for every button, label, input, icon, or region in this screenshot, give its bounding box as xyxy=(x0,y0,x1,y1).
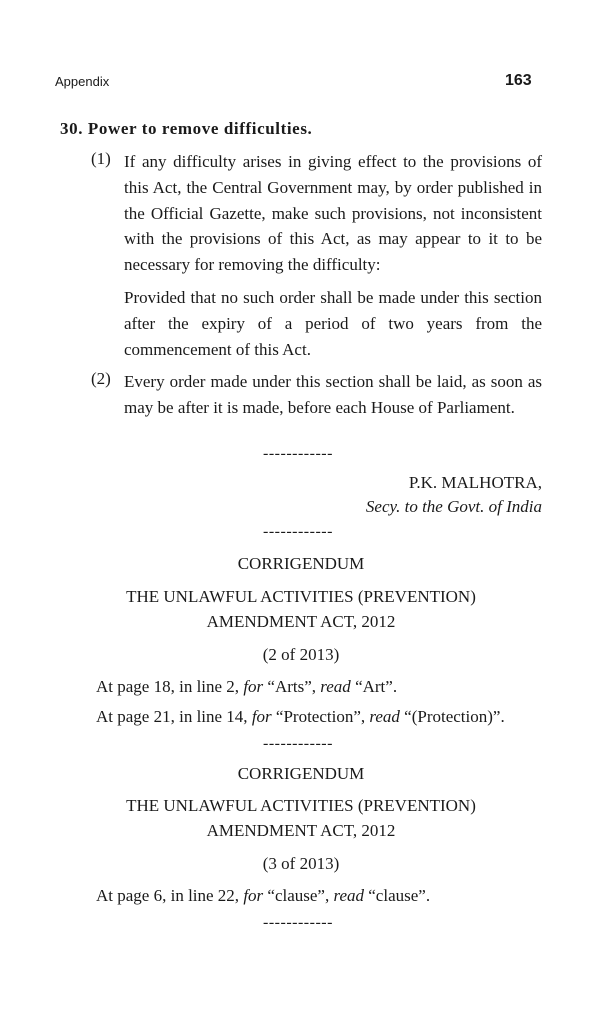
act-title-line: THE UNLAWFUL ACTIVITIES (PREVENTION) xyxy=(126,587,476,606)
act-title-line: AMENDMENT ACT, 2012 xyxy=(206,612,396,631)
correction-location: At page 21, in line 14, xyxy=(96,707,252,726)
wrong-text: “Arts”, xyxy=(263,677,321,696)
act-title-line: AMENDMENT ACT, 2012 xyxy=(206,821,396,840)
running-header: Appendix xyxy=(55,74,110,89)
separator: ------------ xyxy=(263,914,333,931)
subsection-number-2: (2) xyxy=(91,369,111,388)
subsection-text-1: If any difficulty arises in giving effect to the provisions of this Act, the Central Government may, by order published in the Official Gazette, make such provisions, not inconsistent with the provisions of this Act, as may appear to it to be necessary for removing the difficulty: xyxy=(124,152,542,275)
corrected-text: “clause”. xyxy=(364,886,431,905)
read-word: read xyxy=(333,886,365,905)
correction-location: At page 6, in line 22, xyxy=(96,886,244,905)
correction-line xyxy=(96,677,397,697)
wrong-text: “Protection”, xyxy=(271,707,370,726)
corrigendum-heading: CORRIGENDUM xyxy=(237,764,365,783)
subsection-number-1: (1) xyxy=(91,149,111,168)
proviso-text: Provided that no such order shall be made under this section after the expiry of a period of two years from the commencement of this Act. xyxy=(124,288,542,359)
corrigendum-heading: CORRIGENDUM xyxy=(237,554,365,573)
page-number: 163 xyxy=(505,72,532,89)
wrong-text: “clause”, xyxy=(263,886,334,905)
correction-line xyxy=(96,886,430,906)
section-title: 30. Power to remove difficulties. xyxy=(60,119,313,138)
subsection-text-2: Every order made under this section shall be laid, as soon as may be after it is made, before each House of Parliament. xyxy=(124,372,542,417)
for-word: for xyxy=(243,677,264,696)
for-word: for xyxy=(243,886,264,905)
act-number: (3 of 2013) xyxy=(262,854,340,873)
corrected-text: “(Protection)”. xyxy=(399,707,505,726)
correction-location: At page 18, in line 2, xyxy=(96,677,244,696)
correction-line xyxy=(96,707,505,727)
separator: ------------ xyxy=(263,523,333,540)
corrected-text: “Art”. xyxy=(350,677,398,696)
read-word: read xyxy=(369,707,400,726)
act-number: (2 of 2013) xyxy=(262,645,340,664)
act-title-line: THE UNLAWFUL ACTIVITIES (PREVENTION) xyxy=(126,796,476,815)
signatory-name: P.K. MALHOTRA, xyxy=(408,473,542,492)
separator: ------------ xyxy=(263,445,333,462)
separator: ------------ xyxy=(263,735,333,752)
read-word: read xyxy=(320,677,351,696)
for-word: for xyxy=(251,707,272,726)
signatory-designation: Secy. to the Govt. of India xyxy=(365,497,542,516)
